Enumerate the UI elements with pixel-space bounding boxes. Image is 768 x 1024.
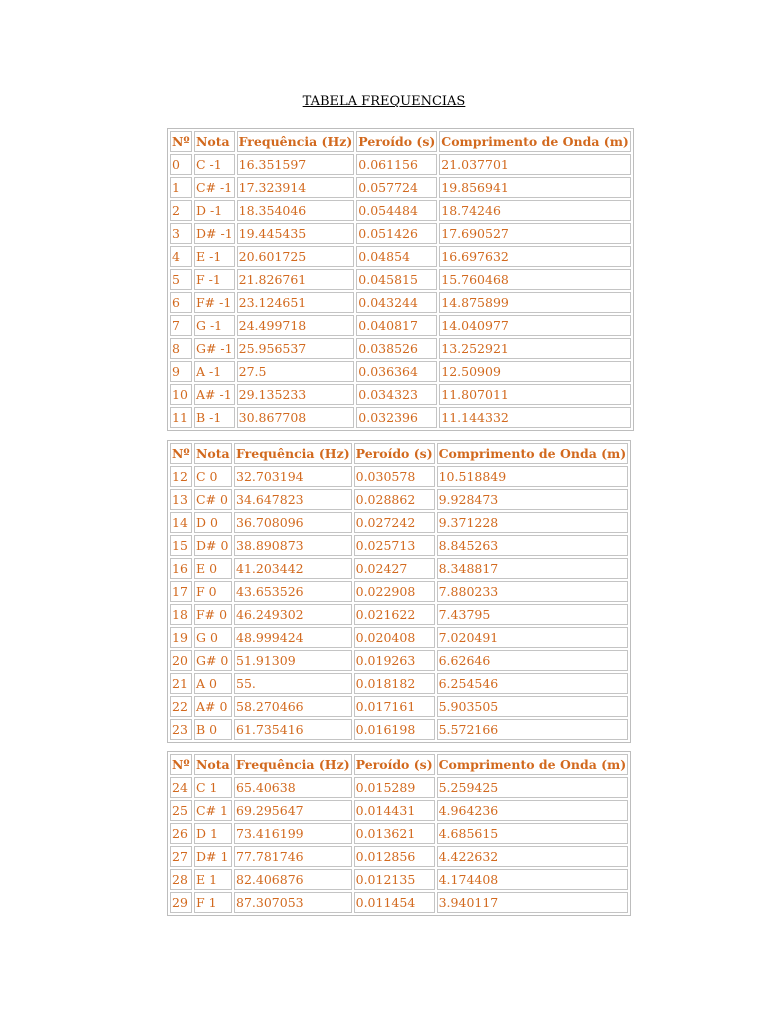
table-row	[170, 407, 631, 428]
period-cell: 0.043244	[356, 292, 437, 313]
header-wavelength: Comprimento de Onda (m)	[439, 131, 631, 152]
note-number-cell: 10	[170, 384, 192, 405]
frequency-cell: 21.826761	[237, 269, 355, 290]
note-number-cell: 27	[170, 846, 192, 867]
header-frequency: Frequência (Hz)	[234, 443, 352, 464]
note-name-cell: F# 0	[194, 604, 232, 625]
table-row	[170, 338, 631, 359]
note-name-cell: D -1	[194, 200, 235, 221]
frequency-cell: 36.708096	[234, 512, 352, 533]
table-row	[170, 846, 628, 867]
note-number-cell: 6	[170, 292, 192, 313]
note-name-cell: C# 0	[194, 489, 232, 510]
wavelength-cell: 8.845263	[437, 535, 629, 556]
period-cell: 0.021622	[354, 604, 435, 625]
period-cell: 0.040817	[356, 315, 437, 336]
note-name-cell: F 0	[194, 581, 232, 602]
note-name-cell: A 0	[194, 673, 232, 694]
header-wavelength: Comprimento de Onda (m)	[437, 754, 629, 775]
note-name-cell: E 1	[194, 869, 232, 890]
header-period: Peroído (s)	[354, 754, 435, 775]
note-number-cell: 1	[170, 177, 192, 198]
note-name-cell: C 0	[194, 466, 232, 487]
table-row	[170, 696, 628, 717]
frequency-cell: 32.703194	[234, 466, 352, 487]
note-name-cell: D# 0	[194, 535, 232, 556]
note-name-cell: D 0	[194, 512, 232, 533]
note-number-cell: 2	[170, 200, 192, 221]
note-name-cell: C -1	[194, 154, 235, 175]
frequency-cell: 51.91309	[234, 650, 352, 671]
period-cell: 0.030578	[354, 466, 435, 487]
period-cell: 0.057724	[356, 177, 437, 198]
note-name-cell: F -1	[194, 269, 235, 290]
table-row	[170, 719, 628, 740]
table-row	[170, 535, 628, 556]
period-cell: 0.019263	[354, 650, 435, 671]
note-number-cell: 24	[170, 777, 192, 798]
note-number-cell: 13	[170, 489, 192, 510]
note-number-cell: 7	[170, 315, 192, 336]
wavelength-cell: 6.254546	[437, 673, 629, 694]
frequency-cell: 87.307053	[234, 892, 352, 913]
note-number-cell: 29	[170, 892, 192, 913]
note-number-cell: 23	[170, 719, 192, 740]
frequency-cell: 17.323914	[237, 177, 355, 198]
frequency-cell: 27.5	[237, 361, 355, 382]
table-row	[170, 154, 631, 175]
note-name-cell: A# 0	[194, 696, 232, 717]
frequency-cell: 43.653526	[234, 581, 352, 602]
wavelength-cell: 3.940117	[437, 892, 629, 913]
wavelength-cell: 18.74246	[439, 200, 631, 221]
wavelength-cell: 4.685615	[437, 823, 629, 844]
frequency-cell: 77.781746	[234, 846, 352, 867]
table-header-row	[170, 443, 628, 464]
wavelength-cell: 12.50909	[439, 361, 631, 382]
wavelength-cell: 5.259425	[437, 777, 629, 798]
note-name-cell: E 0	[194, 558, 232, 579]
table-row	[170, 269, 631, 290]
table-row	[170, 292, 631, 313]
wavelength-cell: 7.880233	[437, 581, 629, 602]
note-name-cell: G# -1	[194, 338, 235, 359]
period-cell: 0.027242	[354, 512, 435, 533]
frequency-cell: 41.203442	[234, 558, 352, 579]
note-number-cell: 20	[170, 650, 192, 671]
frequency-table	[167, 128, 634, 431]
table-row	[170, 384, 631, 405]
frequency-cell: 18.354046	[237, 200, 355, 221]
period-cell: 0.018182	[354, 673, 435, 694]
note-number-cell: 28	[170, 869, 192, 890]
period-cell: 0.011454	[354, 892, 435, 913]
frequency-cell: 30.867708	[237, 407, 355, 428]
frequency-cell: 29.135233	[237, 384, 355, 405]
frequency-cell: 48.999424	[234, 627, 352, 648]
note-name-cell: C 1	[194, 777, 232, 798]
table-row	[170, 892, 628, 913]
period-cell: 0.013621	[354, 823, 435, 844]
note-number-cell: 11	[170, 407, 192, 428]
note-name-cell: G 0	[194, 627, 232, 648]
frequency-cell: 23.124651	[237, 292, 355, 313]
note-name-cell: B -1	[194, 407, 235, 428]
frequency-cell: 16.351597	[237, 154, 355, 175]
wavelength-cell: 19.856941	[439, 177, 631, 198]
table-row	[170, 800, 628, 821]
frequency-cell: 38.890873	[234, 535, 352, 556]
table-row	[170, 777, 628, 798]
note-number-cell: 22	[170, 696, 192, 717]
table-row	[170, 512, 628, 533]
note-number-cell: 3	[170, 223, 192, 244]
header-frequency: Frequência (Hz)	[237, 131, 355, 152]
wavelength-cell: 21.037701	[439, 154, 631, 175]
period-cell: 0.032396	[356, 407, 437, 428]
frequency-cell: 65.40638	[234, 777, 352, 798]
note-number-cell: 8	[170, 338, 192, 359]
table-row	[170, 650, 628, 671]
period-cell: 0.038526	[356, 338, 437, 359]
wavelength-cell: 7.020491	[437, 627, 629, 648]
wavelength-cell: 16.697632	[439, 246, 631, 267]
period-cell: 0.025713	[354, 535, 435, 556]
frequency-cell: 25.956537	[237, 338, 355, 359]
period-cell: 0.012856	[354, 846, 435, 867]
table-row	[170, 200, 631, 221]
table-row	[170, 315, 631, 336]
period-cell: 0.034323	[356, 384, 437, 405]
wavelength-cell: 10.518849	[437, 466, 629, 487]
note-name-cell: D# -1	[194, 223, 235, 244]
table-row	[170, 604, 628, 625]
header-number: Nº	[170, 443, 192, 464]
frequency-cell: 61.735416	[234, 719, 352, 740]
note-number-cell: 21	[170, 673, 192, 694]
wavelength-cell: 4.964236	[437, 800, 629, 821]
wavelength-cell: 15.760468	[439, 269, 631, 290]
wavelength-cell: 8.348817	[437, 558, 629, 579]
table-row	[170, 627, 628, 648]
note-number-cell: 25	[170, 800, 192, 821]
wavelength-cell: 11.144332	[439, 407, 631, 428]
period-cell: 0.020408	[354, 627, 435, 648]
note-name-cell: C# 1	[194, 800, 232, 821]
period-cell: 0.04854	[356, 246, 437, 267]
note-number-cell: 0	[170, 154, 192, 175]
period-cell: 0.054484	[356, 200, 437, 221]
note-number-cell: 14	[170, 512, 192, 533]
period-cell: 0.015289	[354, 777, 435, 798]
wavelength-cell: 14.875899	[439, 292, 631, 313]
period-cell: 0.051426	[356, 223, 437, 244]
wavelength-cell: 14.040977	[439, 315, 631, 336]
note-name-cell: G# 0	[194, 650, 232, 671]
header-note: Nota	[194, 754, 232, 775]
table-row	[170, 869, 628, 890]
frequency-cell: 55.	[234, 673, 352, 694]
wavelength-cell: 9.371228	[437, 512, 629, 533]
table-header-row	[170, 131, 631, 152]
frequency-cell: 34.647823	[234, 489, 352, 510]
wavelength-cell: 4.174408	[437, 869, 629, 890]
period-cell: 0.02427	[354, 558, 435, 579]
wavelength-cell: 4.422632	[437, 846, 629, 867]
table-header-row	[170, 754, 628, 775]
wavelength-cell: 5.572166	[437, 719, 629, 740]
table-row	[170, 581, 628, 602]
note-name-cell: C# -1	[194, 177, 235, 198]
wavelength-cell: 7.43795	[437, 604, 629, 625]
period-cell: 0.036364	[356, 361, 437, 382]
frequency-cell: 82.406876	[234, 869, 352, 890]
note-number-cell: 12	[170, 466, 192, 487]
note-name-cell: B 0	[194, 719, 232, 740]
header-note: Nota	[194, 131, 235, 152]
table-row	[170, 489, 628, 510]
note-number-cell: 16	[170, 558, 192, 579]
period-cell: 0.012135	[354, 869, 435, 890]
period-cell: 0.016198	[354, 719, 435, 740]
note-number-cell: 17	[170, 581, 192, 602]
note-name-cell: F 1	[194, 892, 232, 913]
frequency-cell: 24.499718	[237, 315, 355, 336]
wavelength-cell: 9.928473	[437, 489, 629, 510]
note-name-cell: G -1	[194, 315, 235, 336]
header-wavelength: Comprimento de Onda (m)	[437, 443, 629, 464]
frequency-table	[167, 751, 631, 916]
frequency-cell: 69.295647	[234, 800, 352, 821]
note-name-cell: F# -1	[194, 292, 235, 313]
note-name-cell: D 1	[194, 823, 232, 844]
frequency-cell: 46.249302	[234, 604, 352, 625]
header-period: Peroído (s)	[354, 443, 435, 464]
note-number-cell: 5	[170, 269, 192, 290]
note-name-cell: A# -1	[194, 384, 235, 405]
period-cell: 0.022908	[354, 581, 435, 602]
note-name-cell: E -1	[194, 246, 235, 267]
table-row	[170, 823, 628, 844]
wavelength-cell: 11.807011	[439, 384, 631, 405]
wavelength-cell: 17.690527	[439, 223, 631, 244]
note-number-cell: 9	[170, 361, 192, 382]
wavelength-cell: 13.252921	[439, 338, 631, 359]
note-number-cell: 15	[170, 535, 192, 556]
period-cell: 0.061156	[356, 154, 437, 175]
note-name-cell: A -1	[194, 361, 235, 382]
table-row	[170, 223, 631, 244]
frequency-table	[167, 440, 631, 743]
header-period: Peroído (s)	[356, 131, 437, 152]
header-frequency: Frequência (Hz)	[234, 754, 352, 775]
table-row	[170, 558, 628, 579]
period-cell: 0.017161	[354, 696, 435, 717]
period-cell: 0.045815	[356, 269, 437, 290]
page-title: TABELA FREQUENCIAS	[302, 94, 466, 109]
note-number-cell: 4	[170, 246, 192, 267]
header-note: Nota	[194, 443, 232, 464]
header-number: Nº	[170, 754, 192, 775]
period-cell: 0.028862	[354, 489, 435, 510]
header-number: Nº	[170, 131, 192, 152]
frequency-cell: 58.270466	[234, 696, 352, 717]
frequency-cell: 19.445435	[237, 223, 355, 244]
note-number-cell: 19	[170, 627, 192, 648]
table-row	[170, 177, 631, 198]
period-cell: 0.014431	[354, 800, 435, 821]
note-number-cell: 26	[170, 823, 192, 844]
wavelength-cell: 5.903505	[437, 696, 629, 717]
table-row	[170, 673, 628, 694]
frequency-cell: 20.601725	[237, 246, 355, 267]
frequency-cell: 73.416199	[234, 823, 352, 844]
table-row	[170, 466, 628, 487]
wavelength-cell: 6.62646	[437, 650, 629, 671]
note-number-cell: 18	[170, 604, 192, 625]
table-row	[170, 246, 631, 267]
note-name-cell: D# 1	[194, 846, 232, 867]
table-row	[170, 361, 631, 382]
